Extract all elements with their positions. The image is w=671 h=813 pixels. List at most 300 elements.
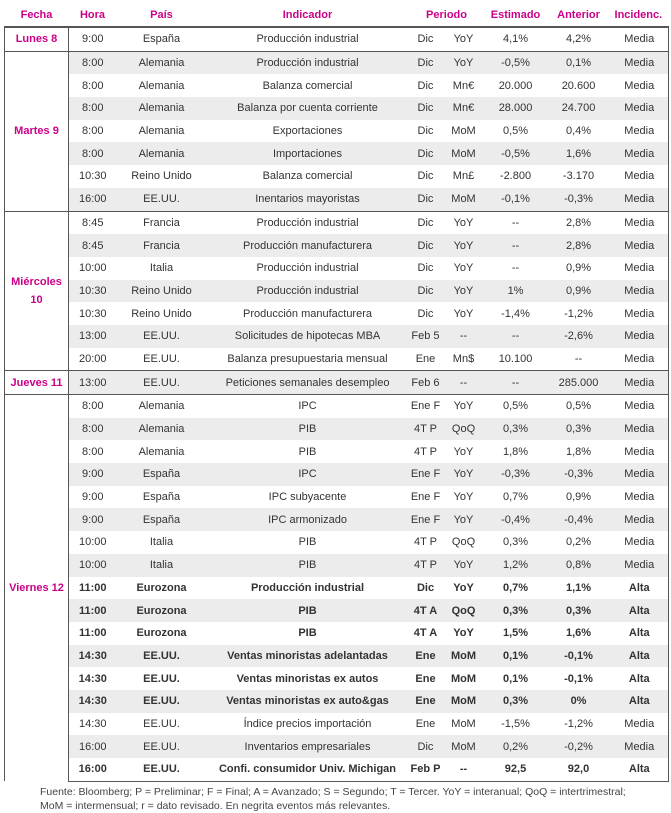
cell-incidencia: Media	[611, 97, 669, 120]
cell-incidencia: Media	[611, 234, 669, 257]
cell-incidencia: Media	[611, 713, 669, 736]
cell-estimado: 0,5%	[485, 395, 547, 418]
cell-indicador: Peticiones semanales desempleo	[207, 371, 409, 395]
cell-estimado: --	[485, 234, 547, 257]
cell-unidad: YoY	[453, 627, 474, 640]
cell-indicador: Inentarios mayoristas	[207, 188, 409, 211]
cell-anterior: -1,2%	[564, 307, 593, 320]
cell-anterior: 0,9%	[565, 262, 592, 275]
cell-pais: Italia	[149, 536, 174, 549]
cell-hora: 16:00	[69, 735, 117, 758]
cell-anterior: -0,1%	[547, 645, 611, 668]
cell-indicador: Ventas minoristas ex auto&gas	[207, 690, 409, 713]
table-row	[5, 27, 669, 51]
table-row	[5, 74, 669, 97]
cell-periodo: Ene	[415, 672, 436, 685]
cell-estimado: 20.000	[498, 79, 533, 92]
cell-indicador: Producción industrial	[207, 51, 409, 74]
header-estimado: Estimado	[485, 4, 547, 27]
cell-hora: 10:30	[78, 170, 107, 183]
cell-unidad: MoM	[450, 672, 477, 685]
cell-estimado: --	[485, 211, 547, 234]
cell-indicador: Producción industrial	[207, 27, 409, 51]
cell-pais: Alemania	[138, 445, 185, 458]
cell-periodo: Dic	[417, 125, 434, 138]
cell-estimado: 0,5%	[502, 125, 529, 138]
cell-hora: 14:30	[78, 672, 107, 685]
cell-periodo: Dic	[409, 142, 443, 165]
cell-estimado: --	[485, 371, 547, 395]
cell-unidad: MoM	[443, 645, 485, 668]
cell-indicador: PIB	[207, 554, 409, 577]
cell-anterior: 4,2%	[547, 27, 611, 51]
cell-hora: 8:00	[82, 79, 104, 92]
cell-estimado: 0,3%	[485, 418, 547, 441]
cell-pais: EE.UU.	[117, 371, 207, 395]
cell-hora: 9:00	[69, 463, 117, 486]
cell-indicador: Producción industrial	[207, 280, 409, 303]
cell-pais: Alemania	[117, 51, 207, 74]
cell-pais: Reino Unido	[131, 170, 192, 183]
calendar-container	[4, 4, 668, 813]
cell-periodo: Ene F	[409, 508, 443, 531]
cell-hora: 8:00	[69, 51, 117, 74]
cell-indicador: Balanza por cuenta corriente	[207, 97, 409, 120]
table-row	[5, 234, 669, 257]
cell-hora: 14:30	[78, 717, 107, 730]
cell-pais: EE.UU.	[143, 672, 180, 685]
cell-periodo: Dic	[409, 97, 443, 120]
cell-indicador: PIB	[207, 599, 409, 622]
cell-unidad: Mn€	[443, 97, 485, 120]
cell-pais: EE.UU.	[117, 325, 207, 348]
cell-anterior: -0,1%	[564, 672, 593, 685]
date-label: Jueves 11	[5, 371, 69, 395]
cell-hora: 9:00	[69, 508, 117, 531]
date-label: Lunes 8	[5, 27, 69, 51]
cell-estimado: 28.000	[485, 97, 547, 120]
cell-indicador: PIB	[298, 445, 317, 458]
table-row	[5, 120, 669, 143]
table-row	[5, 97, 669, 120]
cell-incidencia: Media	[611, 486, 669, 509]
cell-pais: EE.UU.	[117, 645, 207, 668]
cell-unidad: YoY	[443, 211, 485, 234]
footnote: Fuente: Bloomberg; P = Preliminar; F = Final; A = Avanzado; S = Segundo; T = Tercer. YoY = interanual; QoQ = intertrimestral; MoM = intermensual; r = dato revisado. En negrita eventos más relevantes.	[40, 785, 626, 812]
cell-estimado: -1,4%	[501, 307, 530, 320]
cell-unidad: YoY	[443, 27, 485, 51]
table-row	[5, 142, 669, 165]
cell-incidencia: Media	[611, 120, 669, 143]
cell-pais: Alemania	[138, 79, 185, 92]
cell-unidad: MoM	[443, 188, 485, 211]
table-row	[5, 758, 669, 781]
table-row	[5, 735, 669, 758]
cell-periodo: Dic	[409, 188, 443, 211]
cell-unidad: YoY	[443, 51, 485, 74]
table-row	[5, 713, 669, 736]
cell-anterior: 20.600	[561, 79, 596, 92]
cell-incidencia: Media	[611, 463, 669, 486]
date-label: Miércoles 10	[5, 211, 69, 371]
cell-unidad: Mn$	[443, 348, 485, 371]
cell-hora: 11:00	[78, 627, 107, 640]
cell-pais: Francia	[117, 234, 207, 257]
cell-periodo: Dic	[416, 581, 435, 594]
cell-periodo: 4T P	[409, 554, 443, 577]
cell-hora: 10:00	[78, 262, 107, 275]
cell-estimado: 0,7%	[502, 491, 529, 504]
cell-estimado: -0,1%	[485, 188, 547, 211]
cell-indicador: Balanza presupuestaria mensual	[207, 348, 409, 371]
table-row	[5, 325, 669, 348]
cell-hora: 8:00	[69, 418, 117, 441]
cell-estimado: 1,8%	[502, 445, 529, 458]
cell-pais: Eurozona	[136, 627, 187, 640]
table-row	[5, 440, 669, 463]
cell-unidad: --	[443, 371, 485, 395]
header-pais: País	[117, 4, 207, 27]
cell-anterior: 2,8%	[547, 234, 611, 257]
cell-indicador: Balanza comercial	[262, 170, 353, 183]
cell-indicador: Confi. consumidor Univ. Michigan	[207, 758, 409, 781]
cell-pais: España	[117, 27, 207, 51]
cell-indicador: IPC	[207, 395, 409, 418]
cell-estimado: --	[511, 262, 520, 275]
cell-estimado: 10.100	[485, 348, 547, 371]
cell-estimado: -0,5%	[485, 142, 547, 165]
cell-periodo: Dic	[409, 51, 443, 74]
header-periodo: Periodo	[409, 4, 485, 27]
cell-estimado: -0,5%	[485, 51, 547, 74]
cell-pais: España	[142, 491, 181, 504]
cell-estimado: 1%	[485, 280, 547, 303]
cell-periodo: Dic	[409, 27, 443, 51]
cell-unidad: MoM	[443, 142, 485, 165]
cell-anterior: 1,8%	[565, 445, 592, 458]
cell-pais: Francia	[117, 211, 207, 234]
cell-periodo: 4T P	[413, 536, 438, 549]
cell-estimado: 92,5	[485, 758, 547, 781]
cell-estimado: 0,7%	[502, 581, 529, 594]
cell-incidencia: Media	[611, 51, 669, 74]
cell-indicador: Importaciones	[207, 142, 409, 165]
header-hora: Hora	[69, 4, 117, 27]
cell-periodo: Feb 5	[409, 325, 443, 348]
cell-anterior: 92,0	[547, 758, 611, 781]
cell-incidencia: Media	[611, 395, 669, 418]
cell-indicador: Producción industrial	[250, 581, 365, 594]
table-row	[5, 622, 669, 645]
cell-hora: 16:00	[69, 188, 117, 211]
cell-unidad: QoQ	[451, 536, 476, 549]
cell-anterior: 0,1%	[547, 51, 611, 74]
cell-incidencia: Media	[611, 211, 669, 234]
cell-anterior: -0,3%	[547, 188, 611, 211]
cell-anterior: 0,9%	[547, 280, 611, 303]
table-row	[5, 531, 669, 554]
cell-estimado: -2.800	[499, 170, 532, 183]
table-row	[5, 302, 669, 325]
cell-periodo: Dic	[417, 79, 434, 92]
cell-hora: 11:00	[78, 581, 107, 594]
cell-unidad: QoQ	[443, 599, 485, 622]
cell-indicador: PIB	[298, 536, 317, 549]
cell-incidencia: Media	[611, 257, 669, 280]
cell-incidencia: Alta	[611, 690, 669, 713]
cell-hora: 10:00	[69, 554, 117, 577]
cell-unidad: YoY	[453, 581, 474, 594]
cell-periodo: Feb P	[409, 758, 443, 781]
cell-anterior: 0,9%	[565, 491, 592, 504]
cell-pais: Alemania	[117, 395, 207, 418]
cell-estimado: -0,3%	[485, 463, 547, 486]
cell-periodo: Ene	[409, 348, 443, 371]
cell-unidad: QoQ	[443, 418, 485, 441]
cell-anterior: -2,6%	[547, 325, 611, 348]
cell-incidencia: Alta	[611, 667, 669, 690]
cell-hora: 9:00	[69, 27, 117, 51]
cell-anterior: 0,8%	[547, 554, 611, 577]
cell-anterior: 0,5%	[547, 395, 611, 418]
table-row	[5, 508, 669, 531]
cell-anterior: 0%	[547, 690, 611, 713]
table-row	[5, 211, 669, 234]
cell-periodo: Dic	[409, 211, 443, 234]
cell-anterior: -0,2%	[547, 735, 611, 758]
cell-incidencia: Alta	[611, 758, 669, 781]
table-row	[5, 348, 669, 371]
cell-hora: 8:45	[69, 234, 117, 257]
table-row	[5, 51, 669, 74]
cell-hora: 13:00	[69, 325, 117, 348]
cell-indicador: Producción manufacturera	[242, 307, 372, 320]
cell-anterior: 24.700	[547, 97, 611, 120]
cell-hora: 8:00	[82, 125, 104, 138]
cell-indicador: Ventas minoristas adelantadas	[207, 645, 409, 668]
cell-anterior: -1,2%	[564, 717, 593, 730]
cell-unidad: Mn£	[452, 170, 475, 183]
cell-estimado: 0,3%	[502, 536, 529, 549]
cell-pais: Eurozona	[136, 581, 187, 594]
cell-incidencia: Alta	[611, 645, 669, 668]
cell-periodo: Dic	[409, 280, 443, 303]
cell-anterior: -3.170	[562, 170, 595, 183]
cell-periodo: Ene F	[409, 395, 443, 418]
cell-unidad: MoM	[443, 690, 485, 713]
cell-indicador: PIB	[298, 627, 317, 640]
cell-anterior: -0,3%	[547, 463, 611, 486]
header-incidencia: Incidenc.	[611, 4, 669, 27]
cell-estimado: 0,1%	[502, 672, 529, 685]
cell-anterior: 0,3%	[547, 599, 611, 622]
cell-incidencia: Media	[611, 371, 669, 395]
cell-periodo: 4T P	[409, 418, 443, 441]
table-row	[5, 599, 669, 622]
cell-hora: 8:45	[69, 211, 117, 234]
cell-hora: 11:00	[69, 599, 117, 622]
cell-periodo: Dic	[409, 234, 443, 257]
cell-incidencia: Media	[611, 508, 669, 531]
cell-unidad: Mn€	[452, 79, 475, 92]
cell-pais: Alemania	[138, 125, 185, 138]
cell-indicador: Ventas minoristas ex autos	[236, 672, 379, 685]
table-row	[5, 645, 669, 668]
cell-incidencia: Media	[611, 165, 669, 188]
cell-unidad: YoY	[453, 445, 474, 458]
cell-incidencia: Media	[611, 325, 669, 348]
cell-unidad: YoY	[443, 395, 485, 418]
cell-periodo: Ene F	[410, 491, 441, 504]
cell-indicador: IPC armonizado	[207, 508, 409, 531]
cell-incidencia: Media	[611, 348, 669, 371]
cell-pais: Alemania	[117, 418, 207, 441]
cell-estimado: 0,2%	[485, 735, 547, 758]
cell-estimado: -0,4%	[485, 508, 547, 531]
cell-pais: EE.UU.	[143, 717, 180, 730]
cell-anterior: 1,6%	[547, 142, 611, 165]
date-label: Martes 9	[5, 51, 69, 211]
cell-periodo: Dic	[417, 170, 434, 183]
cell-unidad: YoY	[443, 234, 485, 257]
cell-periodo: Ene	[415, 717, 436, 730]
cell-unidad: YoY	[443, 463, 485, 486]
cell-incidencia: Media	[611, 74, 669, 97]
cell-periodo: Ene	[409, 690, 443, 713]
cell-pais: Italia	[117, 554, 207, 577]
cell-hora: 9:00	[82, 491, 104, 504]
cell-periodo: Feb 6	[409, 371, 443, 395]
table-row	[5, 257, 669, 280]
cell-periodo: Dic	[409, 735, 443, 758]
cell-pais: Alemania	[117, 142, 207, 165]
table-row	[5, 418, 669, 441]
cell-unidad: MoM	[443, 735, 485, 758]
cell-indicador: IPC subyacente	[268, 491, 347, 504]
cell-pais: EE.UU.	[117, 188, 207, 211]
cell-pais: Reino Unido	[131, 307, 192, 320]
cell-pais: Reino Unido	[117, 280, 207, 303]
cell-indicador: PIB	[207, 418, 409, 441]
cell-pais: España	[117, 508, 207, 531]
cell-unidad: MoM	[451, 717, 476, 730]
cell-estimado: 0,1%	[485, 645, 547, 668]
cell-hora: 10:00	[78, 536, 107, 549]
cell-incidencia: Alta	[611, 599, 669, 622]
table-row	[5, 165, 669, 188]
cell-periodo: Dic	[417, 262, 434, 275]
cell-unidad: --	[443, 325, 485, 348]
cell-hora: 13:00	[69, 371, 117, 395]
cell-incidencia: Media	[611, 440, 669, 463]
cell-incidencia: Media	[611, 302, 669, 325]
cell-hora: 8:00	[82, 445, 104, 458]
cell-hora: 20:00	[69, 348, 117, 371]
cell-anterior: -0,4%	[547, 508, 611, 531]
cell-anterior: 1,6%	[565, 627, 592, 640]
cell-incidencia: Media	[611, 418, 669, 441]
cell-incidencia: Media	[611, 142, 669, 165]
cell-unidad: YoY	[453, 262, 474, 275]
cell-unidad: --	[443, 758, 485, 781]
table-body	[5, 27, 669, 781]
cell-hora: 10:30	[69, 280, 117, 303]
header-indicador: Indicador	[207, 4, 409, 27]
table-row	[5, 463, 669, 486]
table-row	[5, 486, 669, 509]
table-row	[5, 280, 669, 303]
cell-indicador: Producción manufacturera	[207, 234, 409, 257]
cell-indicador: Exportaciones	[272, 125, 343, 138]
cell-indicador: Producción industrial	[256, 262, 359, 275]
cell-hora: 16:00	[69, 758, 117, 781]
table-row	[5, 371, 669, 395]
cell-anterior: 2,8%	[547, 211, 611, 234]
cell-pais: EE.UU.	[117, 690, 207, 713]
economic-calendar-table	[4, 4, 669, 782]
cell-incidencia: Alta	[611, 577, 669, 600]
cell-unidad: YoY	[443, 508, 485, 531]
cell-pais: EE.UU.	[117, 348, 207, 371]
cell-unidad: YoY	[443, 280, 485, 303]
table-row	[5, 577, 669, 600]
cell-indicador: Solicitudes de hipotecas MBA	[207, 325, 409, 348]
cell-estimado: 0,3%	[485, 690, 547, 713]
cell-unidad: YoY	[453, 307, 474, 320]
cell-estimado: 4,1%	[485, 27, 547, 51]
cell-incidencia: Media	[611, 531, 669, 554]
cell-estimado: 1,5%	[502, 627, 529, 640]
table-header	[5, 4, 669, 27]
cell-periodo: 4T A	[413, 627, 438, 640]
cell-pais: EE.UU.	[117, 735, 207, 758]
cell-anterior: 0,3%	[547, 418, 611, 441]
cell-unidad: MoM	[451, 125, 476, 138]
table-row	[5, 690, 669, 713]
cell-periodo: Dic	[417, 307, 434, 320]
cell-periodo: Ene	[409, 645, 443, 668]
cell-incidencia: Media	[611, 27, 669, 51]
date-label: Viernes 12	[5, 395, 69, 782]
cell-estimado: 1,2%	[485, 554, 547, 577]
cell-indicador: IPC	[207, 463, 409, 486]
cell-hora: 10:30	[78, 307, 107, 320]
cell-estimado: -1,5%	[501, 717, 530, 730]
cell-indicador: Producción industrial	[207, 211, 409, 234]
cell-periodo: 4T A	[409, 599, 443, 622]
cell-unidad: YoY	[443, 554, 485, 577]
cell-pais: Eurozona	[117, 599, 207, 622]
table-row	[5, 554, 669, 577]
cell-hora: 8:00	[69, 97, 117, 120]
cell-hora: 14:30	[69, 690, 117, 713]
cell-incidencia: Media	[611, 280, 669, 303]
cell-anterior: 0,2%	[565, 536, 592, 549]
cell-incidencia: Media	[611, 735, 669, 758]
cell-anterior: 285.000	[547, 371, 611, 395]
cell-pais: EE.UU.	[117, 758, 207, 781]
table-row	[5, 667, 669, 690]
cell-unidad: YoY	[453, 491, 474, 504]
cell-estimado: --	[485, 325, 547, 348]
cell-anterior: 1,1%	[565, 581, 592, 594]
cell-indicador: Inventarios empresariales	[207, 735, 409, 758]
table-row	[5, 395, 669, 418]
cell-pais: Alemania	[117, 97, 207, 120]
cell-anterior: --	[547, 348, 611, 371]
header-anterior: Anterior	[547, 4, 611, 27]
cell-incidencia: Alta	[611, 622, 669, 645]
